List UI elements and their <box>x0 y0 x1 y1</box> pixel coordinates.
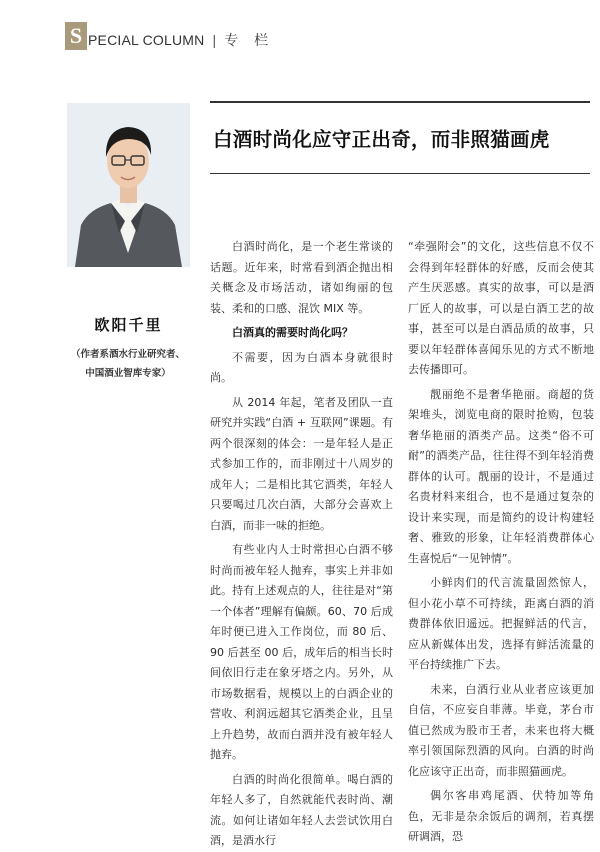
article-column-left <box>210 237 393 847</box>
paragraph: 不需要，因为白酒本身就很时尚。 <box>210 350 393 384</box>
paragraph: 从 2014 年起，笔者及团队一直研究并实践“白酒 + 互联网”课题。有两个很深刻的体会：一是年轻人是正式参加工作的，而非刚过十八周岁的成年人；二是相比其它酒类，年轻人只要喝过几次白酒，大部分会喜欢上白酒，而非一味的拒绝。 <box>210 395 393 532</box>
paragraph: 白酒的时尚化很简单。喝白酒的年轻人多了，自然就能代表时尚、潮流。如何让诸如年轻人去尝试饮用白酒，是酒水行 <box>210 772 393 847</box>
author-photo <box>67 103 190 267</box>
paragraph: 白酒时尚化，是一个老生常谈的话题。近年来，时常看到酒企抛出相关概念及市场活动，诸如绚丽的包装、柔和的口感、混饮 MIX 等。 <box>210 240 393 315</box>
author-note-line: 中国酒业智库专家） <box>85 368 171 379</box>
paragraph: 靓丽绝不是奢华艳丽。商超的货架堆头，浏览电商的限时抢购，包装奢华艳丽的酒类产品。这类“俗不可耐”的酒类产品，往往得不到年轻消费群体的认可。靓丽的设计，不是通过名贵材料来组合，也不是通过复杂的设计来实现，而是简约的设计构建轻奢、雅致的形象，让年轻消费群体心生喜悦后“一见钟情”。 <box>408 387 594 565</box>
article-title: 白酒时尚化应守正出奇，而非照猫画虎 <box>213 128 550 151</box>
section-title <box>88 30 274 50</box>
paragraph: 小鲜肉们的代言流量固然惊人，但小花小草不可持续，距离白酒的消费群体依旧遥远。把握鲜活的代言，应从新媒体出发，选择有鲜活流量的平台持续推广下去。 <box>408 576 594 671</box>
subheading: 白酒真的需要时尚化吗？ <box>232 326 353 339</box>
section-logo-letter: S <box>65 22 87 50</box>
paragraph: 偶尔客串鸡尾酒、伏特加等角色，无非是杂余饭后的调剂，若真摆研调酒，恐 <box>408 789 594 843</box>
paragraph: “牵强附会”的文化，这些信息不仅不会得到年轻群体的好感，反而会使其产生厌恶感。真实的故事，可以是酒厂匠人的故事，可以是白酒工艺的故事，甚至可以是白酒品质的故事，只要以年轻群体喜闻乐见的方式不断地去传播即可。 <box>408 240 594 376</box>
paragraph: 未来，白酒行业从业者应该更加自信，不应妄自菲薄。毕竟，茅台市值已然成为股市王者，未来也将大概率引领国际烈酒的风向。白酒的时尚化应该守正出奇，而非照猫画虎。 <box>408 682 594 778</box>
headline-top-rule <box>210 101 590 103</box>
page-header <box>0 0 600 54</box>
author-note-line: （作者系酒水行业研究者、 <box>70 349 185 360</box>
section-title-en: PECIAL COLUMN <box>88 32 205 48</box>
author-portrait-image <box>67 103 190 267</box>
paragraph: 有些业内人士时常担心白酒不够时尚而被年轻人抛弃，事实上并非如此。持有上述观点的人，往往是对“第一个体者”理解有偏颇。60、70 后成年时便已进入工作岗位，而 80 后、90 后甚至 00 后，成年后的相当长时间依旧行走在象牙塔之内。另外，从市场数据看，规模以上的白酒企业的营收、利润远超其它酒类企业，且呈上升趋势，故而白酒并没有被年轻人抛弃。 <box>210 543 393 761</box>
headline-bottom-rule <box>210 173 590 174</box>
section-divider: | <box>212 32 217 48</box>
author-note <box>64 345 192 383</box>
section-title-cn: 专 栏 <box>224 32 275 48</box>
author-name: 欧阳千里 <box>94 316 163 334</box>
article-column-right <box>408 237 594 843</box>
